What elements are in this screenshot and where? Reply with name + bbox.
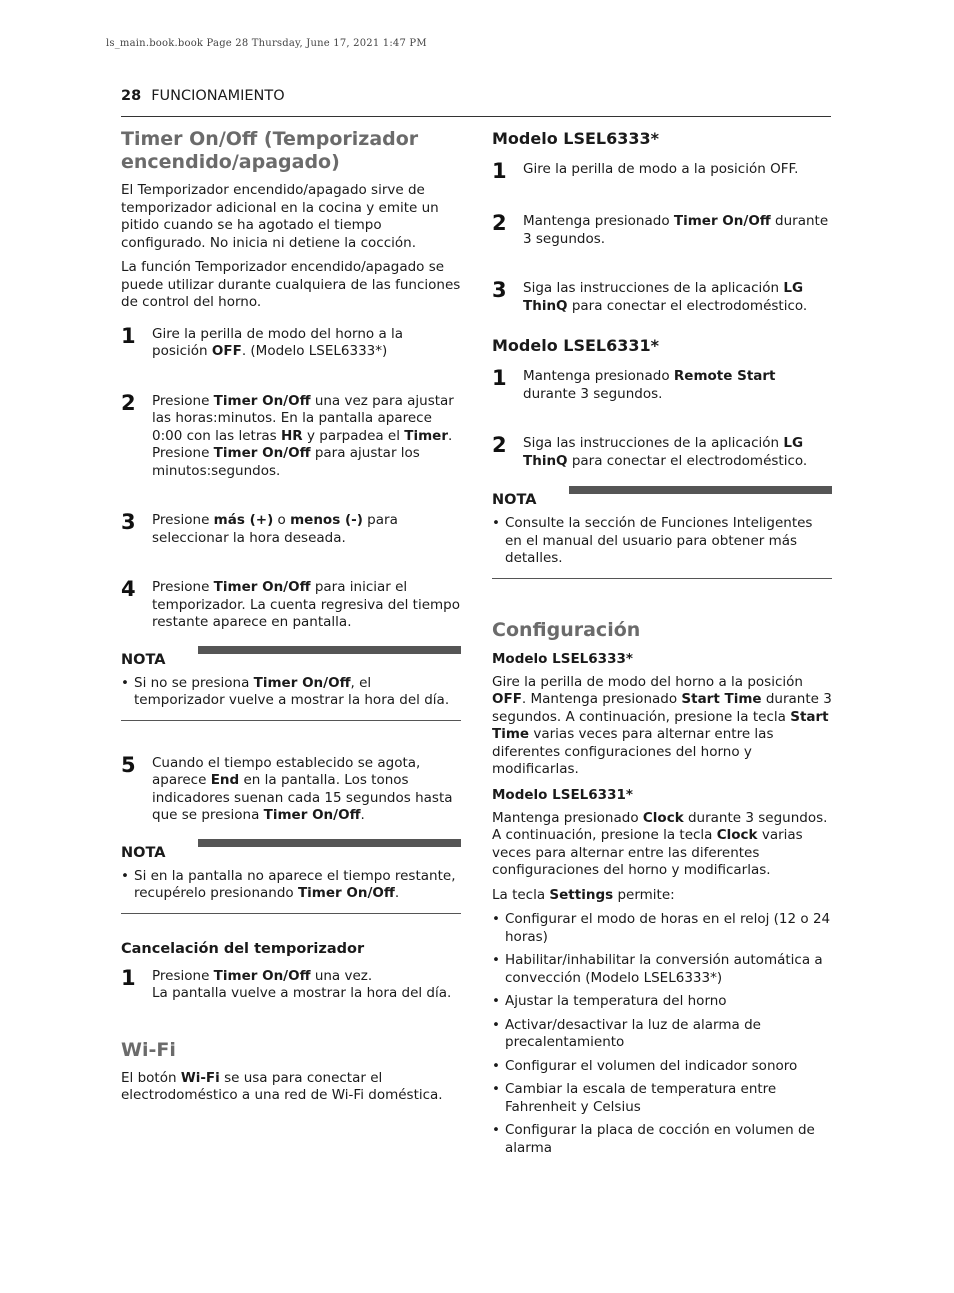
timer-step-3 (121, 512, 461, 547)
step-number: 1 (492, 366, 507, 390)
timer-step-1 (121, 323, 461, 361)
config-model-lsel6331-title: Modelo LSEL6331* (492, 786, 633, 803)
step-number: 2 (121, 390, 136, 415)
step-text: Cuando el tiempo establecido se agota, aparece End en la pantalla. Los tonos indicadores suenan cada 15 segundos hasta que se presiona Timer On/Off. (152, 754, 453, 823)
cancel-timer-title: Cancelación del temporizador (121, 940, 365, 957)
note-box (121, 839, 461, 914)
step-number: 5 (121, 752, 136, 777)
left-column (121, 128, 461, 1112)
settings-item: • Configurar el modo de horas en el reloj (12 o 24 horas) (492, 911, 832, 946)
step-text: Presione más (+) o menos (-) para seleccionar la hora deseada. (152, 512, 398, 546)
note-box (492, 486, 832, 579)
model-lsel6331-title: Modelo LSEL6331* (492, 336, 660, 355)
step-text: Gire la perilla de modo del horno a la posición OFF. (Modelo LSEL6333*) (152, 325, 404, 359)
step-number: 1 (492, 159, 507, 183)
wifi-paragraph: El botón Wi-Fi se usa para conectar el electrodoméstico a una red de Wi-Fi doméstica. (121, 1069, 443, 1103)
config-m2-paragraph: Mantenga presionado Clock durante 3 segundos. A continuación, presione la tecla Clock varias veces para alternar entre las diferentes configuraciones del horno y modificarlas. (492, 809, 828, 878)
config-model-lsel6333-title: Modelo LSEL6333* (492, 650, 633, 667)
step-text: Presione Timer On/Off para iniciar el temporizador. La cuenta regresiva del tiempo restante aparece en pantalla. (152, 579, 461, 630)
note-item: • Consulte la sección de Funciones Inteligentes en el manual del usuario para obtener más detalles. (492, 515, 832, 568)
note-bar (198, 839, 461, 847)
note-label: NOTA (121, 651, 166, 668)
timer-step-2 (121, 390, 461, 481)
step-number: 1 (121, 965, 136, 990)
step-number: 4 (121, 577, 136, 601)
step-number: 3 (121, 510, 136, 534)
note-item: • Si no se presiona Timer On/Off, el temporizador vuelve a mostrar la hora del día. (121, 675, 461, 710)
step-text: Siga las instrucciones de la aplicación LG ThinQ para conectar el electrodoméstico. (523, 435, 808, 469)
settings-item: • Activar/desactivar la luz de alarma de precalentamiento (492, 1017, 832, 1052)
settings-item: • Configurar la placa de cocción en volumen de alarma (492, 1122, 832, 1157)
note-label: NOTA (492, 492, 537, 508)
step-number: 2 (492, 211, 507, 235)
settings-list (492, 911, 832, 1157)
cancel-step-1 (121, 965, 461, 1003)
wifi-m1-step-3 (492, 280, 832, 315)
settings-item: • Configurar el volumen del indicador sonoro (492, 1058, 832, 1076)
step-number: 1 (121, 323, 136, 348)
config-m1-paragraph: Gire la perilla de modo del horno a la posición OFF. Mantenga presionado Start Time durante 3 segundos. A continuación, presione la tecla Start Time varias veces para alternar entre las diferentes configuraciones del horno y modificarlas. (492, 673, 832, 777)
wifi-m2-step-1 (492, 368, 832, 403)
note-item: • Si en la pantalla no aparece el tiempo restante, recupérelo presionando Timer On/Off. (121, 868, 461, 903)
model-lsel6333-title: Modelo LSEL6333* (492, 129, 660, 148)
note-bar (569, 486, 832, 494)
wifi-m1-step-1 (492, 161, 832, 181)
right-column (492, 128, 832, 1163)
config-section-title: Configuración (492, 618, 641, 641)
note-box (121, 646, 461, 721)
step-number: 3 (492, 278, 507, 302)
step-number: 2 (492, 433, 507, 457)
timer-step-5 (121, 752, 461, 825)
timer-section-title: Timer On/Off (Temporizador encendido/apagado) (121, 128, 419, 173)
step-text: Gire la perilla de modo a la posición OFF. (523, 161, 799, 177)
wifi-m2-step-2 (492, 435, 832, 470)
step-text: Siga las instrucciones de la aplicación LG ThinQ para conectar el electrodoméstico. (523, 280, 808, 314)
wifi-m1-step-2 (492, 213, 832, 248)
timer-usage-paragraph: La función Temporizador encendido/apagado se puede utilizar durante cualquiera de las funciones de control del horno. (121, 259, 461, 310)
print-info-line: ls_main.book.book Page 28 Thursday, June 17, 2021 1:47 PM (106, 38, 427, 49)
timer-intro-paragraph: El Temporizador encendido/apagado sirve de temporizador adicional en la cocina y emite un pitido cuando se ha agotado el tiempo configurado. No inicia ni detiene la cocción. (121, 182, 439, 251)
step-text: Mantenga presionado Timer On/Off durante 3 segundos. (523, 213, 829, 247)
page-header (121, 88, 831, 117)
step-text: Presione Timer On/Off una vez. La pantalla vuelve a mostrar la hora del día. (152, 967, 452, 1001)
section-title: FUNCIONAMIENTO (151, 88, 285, 104)
settings-item: • Ajustar la temperatura del horno (492, 993, 832, 1011)
settings-intro: La tecla Settings permite: (492, 886, 675, 903)
page-number: 28 (121, 88, 142, 104)
settings-item: • Cambiar la escala de temperatura entre Fahrenheit y Celsius (492, 1081, 832, 1116)
wifi-section-title: Wi-Fi (121, 1038, 176, 1061)
note-label: NOTA (121, 844, 166, 861)
settings-item: • Habilitar/inhabilitar la conversión automática a convección (Modelo LSEL6333*) (492, 952, 832, 987)
step-text: Mantenga presionado Remote Start durante 3 segundos. (523, 368, 776, 402)
timer-step-4 (121, 579, 461, 632)
step-text: Presione Timer On/Off una vez para ajustar las horas:minutos. En la pantalla aparece 0:00 con las letras HR y parpadea el Timer. Presione Timer On/Off para ajustar los minutos:segundos. (152, 392, 454, 479)
note-bar (198, 646, 461, 654)
